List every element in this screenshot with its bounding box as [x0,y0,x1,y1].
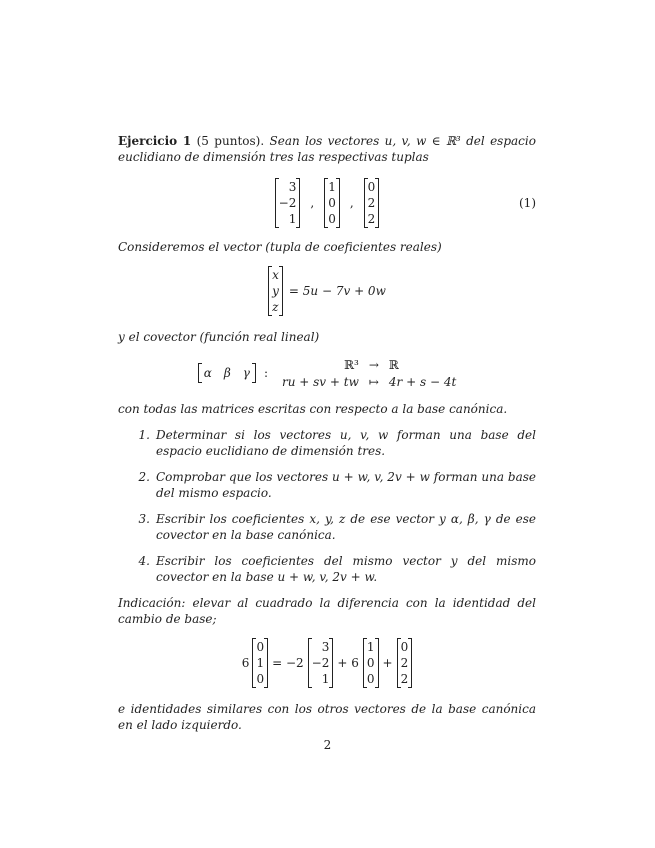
coefficient-vector [268,266,283,316]
coefficient-entry: z [272,300,279,314]
plus-six: + 6 [337,656,359,670]
task-list [118,427,536,585]
map-codomain: ℝ [388,357,399,372]
covector-entry: γ [242,366,250,380]
covector-row [198,363,256,383]
covector-entry: α [203,366,212,380]
map-mapsto: ↦ [368,374,379,389]
text-basis: con todas las matrices escritas con respecto a la base canónica. [118,402,508,416]
vector-e1-entry: 1 [256,656,265,670]
text-covector: y el covector (función real lineal) [118,330,320,344]
vector-v-entry: 0 [366,656,375,670]
list-item-text: Determinar si los vectores u, v, w forman una base del espacio euclidiano de dimensión tres. [156,428,536,458]
vector-u [308,638,334,688]
vector-e1-entry: 0 [256,672,265,686]
equation-2-rhs: = 5u − 7v + 0w [288,284,386,298]
vector-w-entry: 0 [400,640,409,654]
vector-v-entry: 0 [328,212,336,226]
equation-4 [118,637,536,689]
covector-entry: β [223,366,231,380]
map-domain: ℝ³ [344,357,359,372]
list-item [118,469,536,501]
vector-e1-entry: 0 [256,640,265,654]
equation-number: (1) [519,196,536,210]
closing-text: e identidades similares con los otros vectores de la base canónica en el lado izquierdo. [118,702,536,732]
map-argument: ru + sv + tw [281,374,359,389]
vector-v-entry: 1 [366,640,375,654]
vector-w [364,178,380,228]
exercise-points: (5 puntos). [196,134,265,148]
exercise-intro [118,133,536,165]
coefficient-six: 6 [241,656,250,670]
map-value: 4r + s − 4t [388,374,457,389]
vector-w-entry: 2 [367,196,376,210]
vector-w-entry: 2 [400,656,409,670]
list-item [118,511,536,543]
list-item-text: Escribir los coeficientes x, y, z de ese vector y α, β, γ de ese covector en la base canónica. [156,512,536,542]
separator: , [310,196,315,210]
coefficient-entry: y [272,284,279,298]
vector-w-entry: 0 [367,180,376,194]
list-item-number: 3. [138,512,150,526]
page-number: 2 [323,738,332,752]
list-item-number: 1. [138,428,150,442]
equation-1 [118,177,536,229]
list-item [118,427,536,459]
exercise-intro-text: Sean los vectores u, v, w ∈ ℝ³ del espacio euclidiano de dimensión tres las respectivas tuplas [118,134,536,164]
list-item-number: 4. [138,554,150,568]
vector-v [363,638,379,688]
vector-v [324,178,340,228]
exercise-title: Ejercicio 1 [118,134,192,148]
vector-v-entry: 0 [366,672,375,686]
equation-3 [118,355,536,391]
exercise-body [118,133,536,733]
list-item-number: 2. [138,470,150,484]
vector-e1 [252,638,268,688]
plus: + [382,656,393,670]
list-item-text: Escribir los coeficientes del mismo vector y del mismo covector en la base u + w, v, 2v + w. [156,554,536,584]
vector-v-entry: 0 [328,196,336,210]
list-item-text: Comprobar que los vectores u + w, v, 2v + w forman una base del mismo espacio. [156,470,536,500]
vector-u-entry: 3 [288,180,297,194]
text-consider: Consideremos el vector (tupla de coeficientes reales) [118,240,442,254]
vector-w-entry: 2 [367,212,376,226]
vector-u-entry: 1 [321,672,330,686]
hint: Indicación: elevar al cuadrado la diferencia con la identidad del cambio de base; [118,596,536,626]
map-arrow: → [368,357,379,372]
colon: : [263,366,268,380]
equation-2 [118,265,536,317]
vector-u-entry: 3 [321,640,330,654]
coefficient-entry: x [272,268,279,282]
equals-minus-two: = −2 [272,656,304,670]
vector-w-entry: 2 [400,672,409,686]
vector-u [275,178,301,228]
separator: , [349,196,354,210]
vector-w [397,638,413,688]
vector-v-entry: 1 [328,180,336,194]
list-item [118,553,536,585]
vector-u-entry: −2 [311,656,330,670]
vector-u-entry: −2 [278,196,297,210]
vector-u-entry: 1 [288,212,297,226]
covector-map [282,357,456,390]
